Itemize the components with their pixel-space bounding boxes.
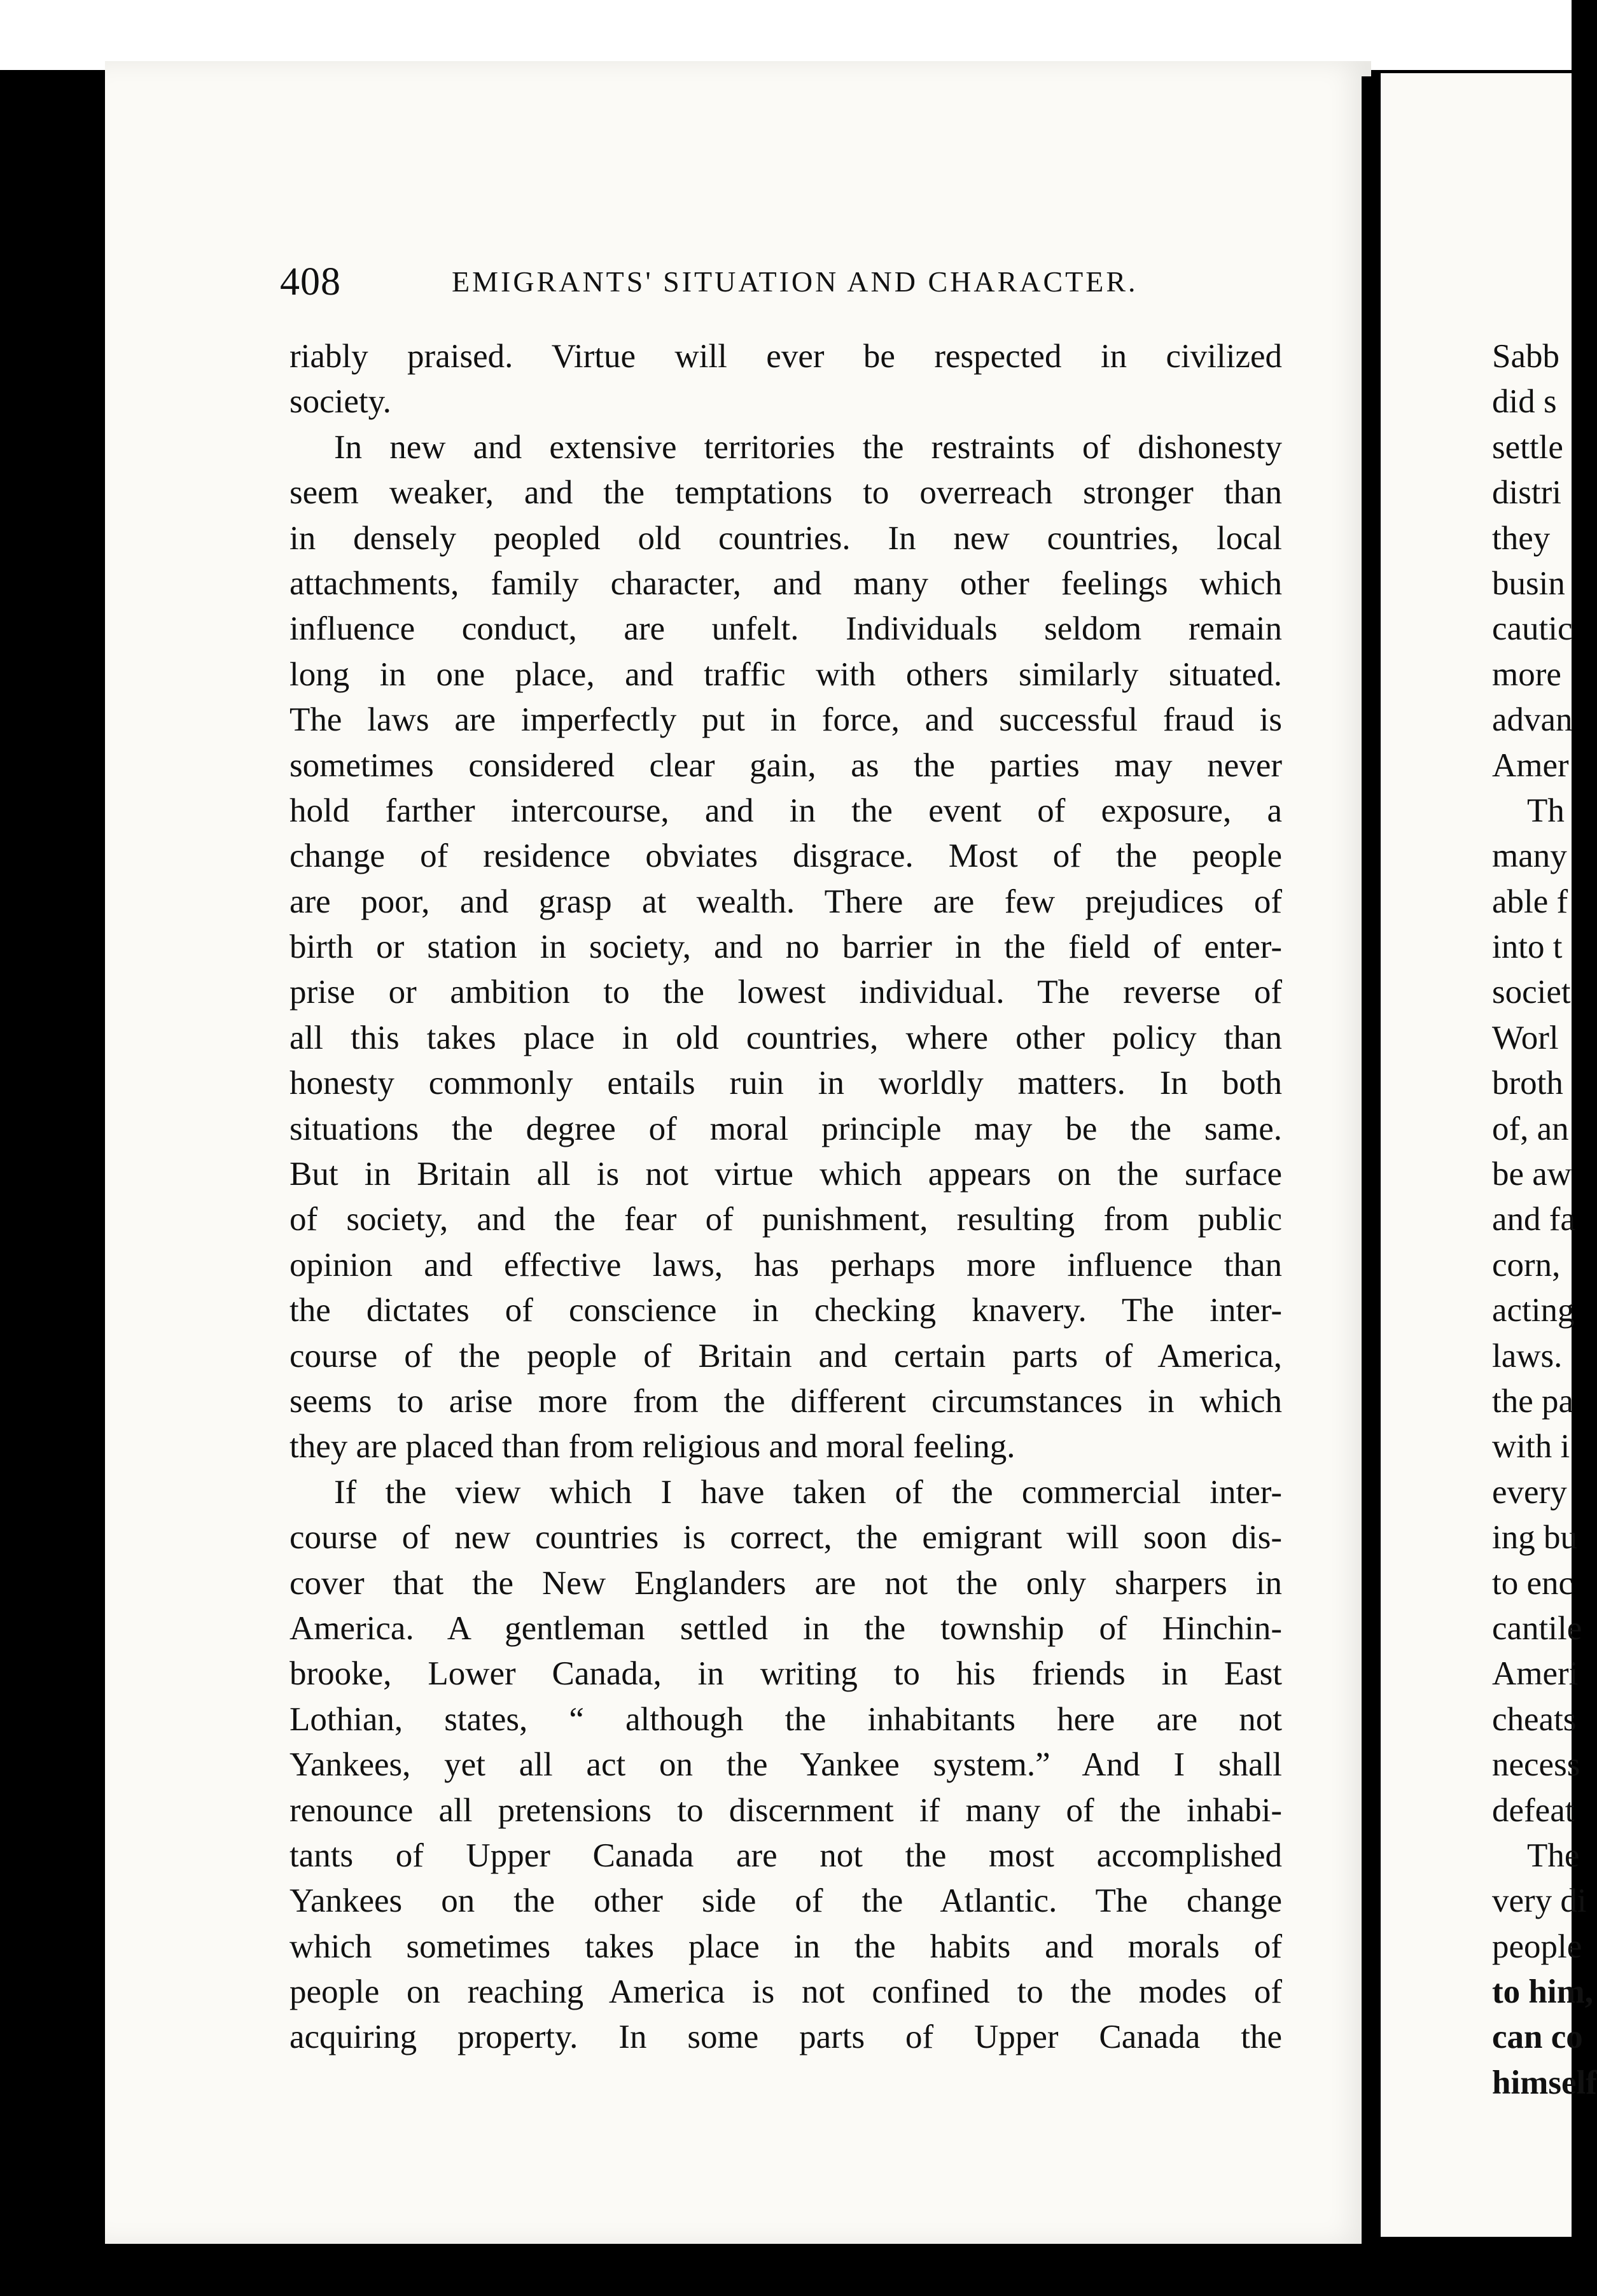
text-line: birth or station in society, and no barrier in the field of enter- — [289, 928, 1282, 966]
right-page-line: himself — [1492, 2064, 1597, 2101]
right-page-line: defeat — [1492, 1791, 1575, 1829]
right-page-line: people — [1492, 1928, 1582, 1965]
right-page-line: more — [1492, 655, 1561, 693]
text-line: hold farther intercourse, and in the event of exposure, a — [289, 792, 1282, 829]
right-page-line: acting — [1492, 1292, 1575, 1329]
text-line: Yankees, yet all act on the Yankee system.” And I shall — [289, 1746, 1282, 1784]
text-line: they are placed than from religious and moral feeling. — [289, 1428, 1015, 1466]
right-page-line: can co — [1492, 2019, 1583, 2056]
running-title: EMIGRANTS' SITUATION AND CHARACTER. — [452, 265, 1138, 298]
text-line: cover that the New Englanders are not the only sharpers in — [289, 1564, 1282, 1602]
right-page-line: cheats — [1492, 1700, 1577, 1738]
text-line: brooke, Lower Canada, in writing to his friends in East — [289, 1655, 1282, 1693]
text-line: renounce all pretensions to discernment if many of the inhabi- — [289, 1791, 1282, 1829]
right-page-line: with i — [1492, 1428, 1570, 1466]
right-page-line: of, an — [1492, 1110, 1569, 1147]
text-line: tants of Upper Canada are not the most accomplished — [289, 1837, 1282, 1874]
main-text-column — [289, 334, 1282, 2061]
text-line: In new and extensive territories the restraints of dishonesty — [334, 428, 1282, 466]
text-line: Lothian, states, “ although the inhabitants here are not — [289, 1700, 1282, 1738]
text-line: which sometimes takes place in the habits and morals of — [289, 1928, 1282, 1965]
text-line: influence conduct, are unfelt. Individuals seldom remain — [289, 610, 1282, 648]
text-line: in densely peopled old countries. In new countries, local — [289, 519, 1282, 557]
right-page-line: laws. — [1492, 1337, 1563, 1375]
right-page-line: into t — [1492, 928, 1563, 966]
right-page-line: able f — [1492, 883, 1568, 920]
right-page-line: cantile — [1492, 1609, 1582, 1647]
right-page-line: settle — [1492, 428, 1563, 466]
right-page-line: The — [1527, 1837, 1580, 1874]
right-page-line: did s — [1492, 383, 1557, 421]
right-page-line: cautic — [1492, 610, 1573, 648]
text-line: honesty commonly entails ruin in worldly matters. In both — [289, 1065, 1282, 1102]
right-page-line: Sabb — [1492, 338, 1559, 375]
text-line: society. — [289, 383, 391, 421]
right-page-line: very di — [1492, 1882, 1587, 1920]
text-line: The laws are imperfectly put in force, and successful fraud is — [289, 701, 1282, 739]
right-page-line: corn, — [1492, 1246, 1561, 1284]
text-line: situations the degree of moral principle may be the same. — [289, 1110, 1282, 1147]
right-page-line: Worl — [1492, 1019, 1559, 1056]
right-page-line: every — [1492, 1473, 1567, 1511]
text-line: prise or ambition to the lowest individual. The reverse of — [289, 974, 1282, 1011]
text-line: If the view which I have taken of the commercial inter- — [334, 1473, 1282, 1511]
text-line: people on reaching America is not confined to the modes of — [289, 1973, 1282, 2011]
text-line: acquiring property. In some parts of Upper Canada the — [289, 2019, 1282, 2056]
text-line: riably praised. Virtue will ever be respected in civilized — [289, 338, 1282, 375]
text-line: course of new countries is correct, the emigrant will soon dis- — [289, 1519, 1282, 1557]
text-line: Yankees on the other side of the Atlantic. The change — [289, 1882, 1282, 1920]
page-header — [280, 260, 1311, 317]
text-line: seem weaker, and the temptations to overreach stronger than — [289, 474, 1282, 512]
right-page-line: busin — [1492, 564, 1565, 602]
text-line: America. A gentleman settled in the township of Hinchin- — [289, 1609, 1282, 1647]
text-line: are poor, and grasp at wealth. There are few prejudices of — [289, 883, 1282, 920]
right-page-line: necess — [1492, 1746, 1580, 1784]
right-page-line: distri — [1492, 474, 1561, 512]
right-page-line: broth — [1492, 1065, 1563, 1102]
right-page-line: Amer — [1492, 746, 1569, 784]
text-line: change of residence obviates disgrace. Most of the people — [289, 837, 1282, 875]
text-line: seems to arise more from the different circumstances in which — [289, 1382, 1282, 1420]
text-line: of society, and the fear of punishment, resulting from public — [289, 1201, 1282, 1238]
page-number: 408 — [280, 260, 341, 304]
text-line: sometimes considered clear gain, as the parties may never — [289, 746, 1282, 784]
text-line: course of the people of Britain and certain parts of America, — [289, 1337, 1282, 1375]
right-page-line: many — [1492, 837, 1567, 875]
right-page-line: ing bu — [1492, 1519, 1577, 1557]
text-line: long in one place, and traffic with others similarly situated. — [289, 655, 1282, 693]
right-page-line: Th — [1527, 792, 1565, 829]
right-page-line: to enc — [1492, 1564, 1574, 1602]
text-line: opinion and effective laws, has perhaps more influence than — [289, 1246, 1282, 1284]
right-page-line: be aw — [1492, 1156, 1572, 1193]
right-page-line: Ameri — [1492, 1655, 1579, 1693]
right-page-line: and fa — [1492, 1201, 1575, 1238]
right-page-line: societ — [1492, 974, 1571, 1011]
right-page-text-fragment — [1492, 334, 1597, 2106]
right-page-line: to him, — [1492, 1973, 1593, 2011]
text-line: all this takes place in old countries, where other policy than — [289, 1019, 1282, 1056]
right-page-line: the pa — [1492, 1382, 1574, 1420]
text-line: But in Britain all is not virtue which appears on the surface — [289, 1156, 1282, 1193]
right-page-line: advan — [1492, 701, 1573, 739]
text-line: attachments, family character, and many other feelings which — [289, 564, 1282, 602]
text-line: the dictates of conscience in checking knavery. The inter- — [289, 1292, 1282, 1329]
scan-background — [0, 0, 1572, 70]
right-page-line: they — [1492, 519, 1551, 557]
